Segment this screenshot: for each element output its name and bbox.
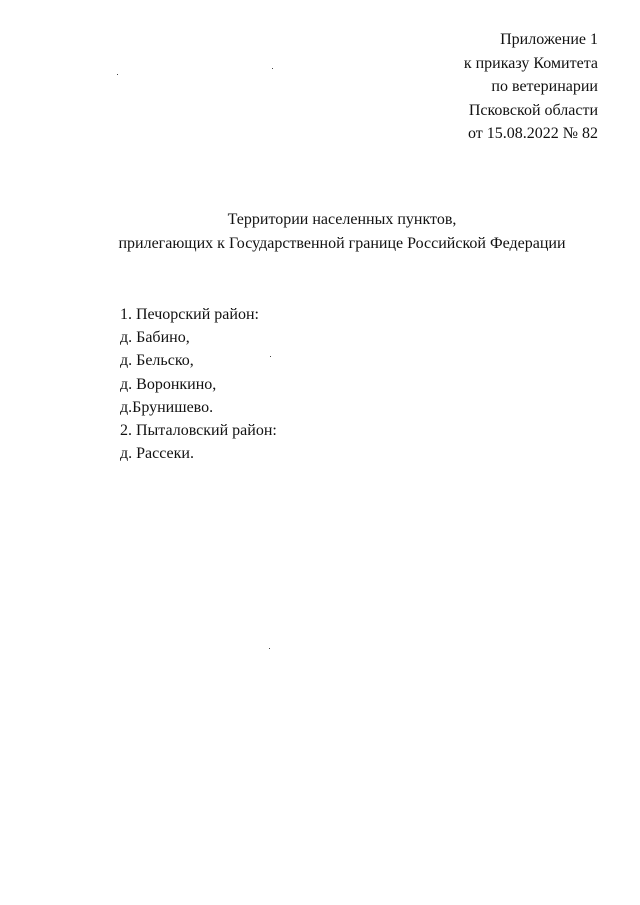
committee-name: по ветеринарии	[491, 78, 598, 95]
appendix-label: Приложение 1	[500, 31, 598, 48]
scan-speck	[272, 68, 273, 69]
settlement-babino: д. Бабино,	[120, 329, 190, 347]
title-line-2: прилегающих к Государственной границе Российской Федерации	[118, 235, 566, 252]
order-reference: к приказу Комитета	[463, 54, 598, 72]
document-title	[0, 208, 640, 256]
scan-speck	[270, 356, 271, 357]
district-heading-pytalovsky: 2. Пыталовский район:	[120, 422, 277, 440]
title-line-1: Территории населенных пунктов,	[227, 211, 457, 228]
region-name: Псковской области	[468, 101, 598, 119]
territory-list	[120, 303, 277, 465]
settlement-belsko: д. Бельско,	[120, 352, 194, 370]
order-date-number: от 15.08.2022 № 82	[467, 125, 598, 142]
scan-speck	[117, 74, 118, 75]
district-heading-pechorsky: 1. Печорский район:	[120, 306, 259, 323]
scan-speck	[269, 648, 270, 649]
appendix-header	[298, 28, 598, 146]
settlement-brunishevo: д.Брунишево.	[120, 398, 214, 416]
settlement-voronkino: д. Воронкино,	[120, 375, 217, 393]
settlement-rasseki: д. Рассеки.	[120, 445, 194, 463]
